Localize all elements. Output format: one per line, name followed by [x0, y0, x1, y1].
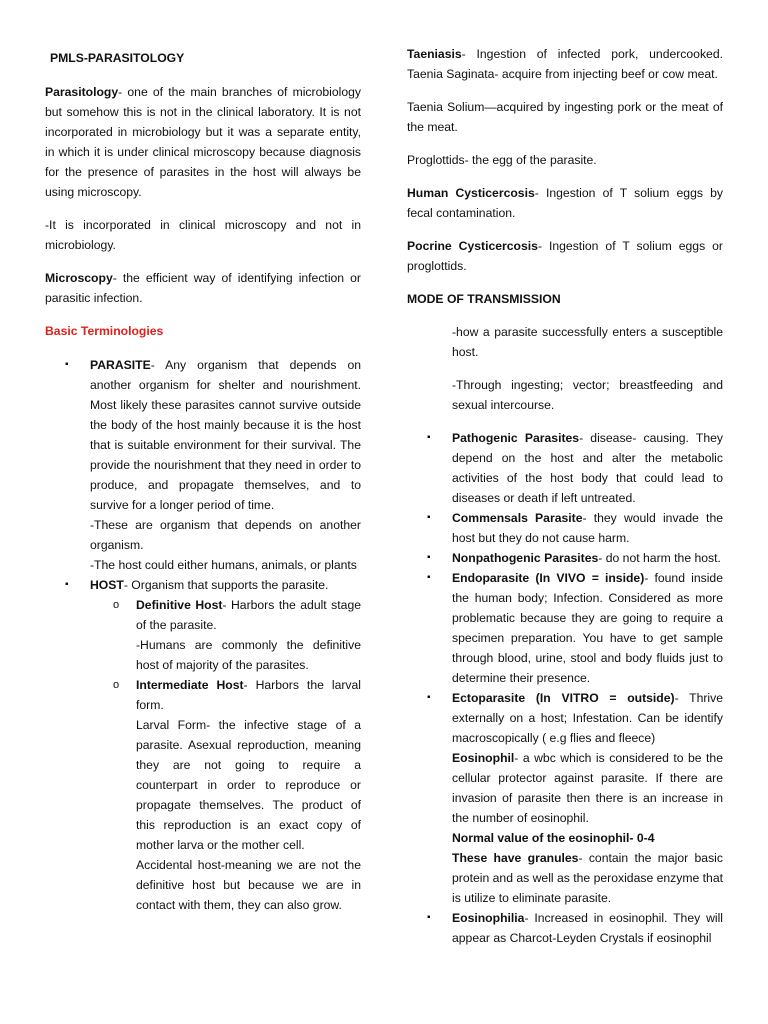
- sub-item-definitive-host: [45, 595, 361, 675]
- term-nonpathogenic-parasites: Nonpathogenic Parasites: [452, 551, 599, 565]
- term-pathogenic-parasites: Pathogenic Parasites: [452, 431, 580, 445]
- term-parasitology: Parasitology: [45, 85, 119, 99]
- eosinophil-normal-value: Normal value of the eosinophil- 0-4: [452, 831, 655, 845]
- section-heading-mode-of-transmission: MODE OF TRANSMISSION: [407, 292, 561, 306]
- document-title: PMLS-PARASITOLOGY: [50, 51, 185, 65]
- list-item-ectoparasite: [407, 688, 723, 908]
- term-human-cysticercosis: Human Cysticercosis: [407, 186, 535, 200]
- ectoparasite-definition: - Thrive externally on a host; Infestation. Can be identify macroscopically ( e.g flies and fleece): [452, 691, 723, 745]
- parasite-note-1: -These are organism that depends on another organism.: [90, 518, 361, 552]
- granules-definition: - contain the major basic protein and as well as the peroxidase enzyme that is utilize to eliminate parasite.: [452, 851, 723, 905]
- human-cysticercosis-paragraph: [407, 183, 723, 223]
- list-item-pathogenic: [407, 428, 723, 508]
- term-taeniasis: Taeniasis: [407, 47, 462, 61]
- term-eosinophilia: Eosinophilia: [452, 911, 525, 925]
- term-microscopy: Microscopy: [45, 271, 113, 285]
- list-item-host: [45, 575, 361, 595]
- microscopy-note-paragraph: -It is incorporated in clinical microscopy and not in microbiology.: [45, 218, 361, 252]
- mode-of-transmission-routes: -Through ingesting; vector; breastfeeding and sexual intercourse.: [452, 378, 723, 412]
- term-commensals-parasite: Commensals Parasite: [452, 511, 583, 525]
- terminology-list: [45, 355, 361, 915]
- parasitology-definition: - one of the main branches of microbiology but somehow this is not in the clinical laboratory. It is not incorporated in microbiology but it was a separate entity, in which it is under clinical microscopy because diagnosis for the presence of parasites in the host will always be using microscopy.: [45, 85, 361, 199]
- taeniasis-definition: - Ingestion of infected pork, undercooked. Taenia Saginata- acquire from injecting beef or cow meat.: [407, 47, 723, 81]
- eosinophil-definition: - a wbc which is considered to be the cellular protector against parasite. If there are invasion of parasite then there is an increase in the number of eosinophil.: [452, 751, 723, 825]
- pocrine-cysticercosis-definition: - Ingestion of T solium eggs or proglottids.: [407, 239, 723, 273]
- term-parasite: PARASITE: [90, 358, 151, 372]
- accidental-host-note: Accidental host-meaning we are not the definitive host but because we are in contact with them, they can also grow.: [136, 858, 361, 912]
- parasite-types-list: [407, 428, 723, 948]
- pocrine-cysticercosis-paragraph: [407, 236, 723, 276]
- pathogenic-definition: - disease- causing. They depend on the host and alter the metabolic activities of the host body that could lead to diseases or death if left untreated.: [452, 431, 723, 505]
- list-item-parasite: [45, 355, 361, 575]
- nonpathogenic-definition: - do not harm the host.: [598, 551, 721, 565]
- list-item-eosinophilia: [407, 908, 723, 948]
- microscopy-definition: - the efficient way of identifying infection or parasitic infection.: [45, 271, 361, 305]
- definitive-host-definition: - Harbors the adult stage of the parasite.: [136, 598, 361, 632]
- parasite-definition: - Any organism that depends on another organism for shelter and nourishment. Most likely these parasites cannot survive outside the body of the host mainly because it is the host that is suitable environment for their survival. The provide the nourishment that they need in order to produce, and propagate themselves, and to survive for a longer period of time.: [90, 358, 361, 512]
- mode-of-transmission-definition: -how a parasite successfully enters a susceptible host.: [452, 325, 723, 359]
- parasitology-paragraph: [45, 82, 361, 202]
- endoparasite-definition: - found inside the human body; Infection. Considered as more problematic because they are going to require a specimen preparation. You have to get sample through blood, urine, stool and body fluids just to determine their presence.: [452, 571, 723, 685]
- taeniasis-paragraph: [407, 44, 723, 84]
- eosinophilia-definition: - Increased in eosinophil. They will appear as Charcot-Leyden Crystals if eosinophil: [452, 911, 723, 945]
- term-definitive-host: Definitive Host: [136, 598, 223, 612]
- term-ectoparasite: Ectoparasite (In VITRO = outside): [452, 691, 675, 705]
- taenia-solium-paragraph: Taenia Solium—acquired by ingesting pork or the meat of the meat.: [407, 100, 723, 134]
- right-column: [407, 44, 723, 948]
- term-intermediate-host: Intermediate Host: [136, 678, 244, 692]
- intermediate-host-definition: - Harbors the larval form.: [136, 678, 361, 712]
- proglottids-paragraph: Proglottids- the egg of the parasite.: [407, 153, 597, 167]
- eosinophil-note: [452, 748, 723, 828]
- left-column: [45, 44, 361, 915]
- microscopy-paragraph: [45, 268, 361, 308]
- list-item-commensals: [407, 508, 723, 548]
- parasite-note-2: -The host could either humans, animals, or plants: [90, 558, 357, 572]
- commensals-definition: - they would invade the host but they do not cause harm.: [452, 511, 723, 545]
- term-eosinophil: Eosinophil: [452, 751, 515, 765]
- host-definition: - Organism that supports the parasite.: [123, 578, 329, 592]
- term-endoparasite: Endoparasite (In VIVO = inside): [452, 571, 645, 585]
- term-host: HOST: [90, 578, 124, 592]
- larval-form-note: Larval Form- the infective stage of a parasite. Asexual reproduction, meaning they are not going to require a counterpart in order to reproduce or propagate themselves. The product of this reproduction is an exact copy of mother larva or the mother cell.: [136, 718, 361, 852]
- list-item-nonpathogenic: [407, 548, 723, 568]
- sub-item-intermediate-host: [45, 675, 361, 915]
- term-granules: These have granules: [452, 851, 579, 865]
- definitive-host-note: -Humans are commonly the definitive host of majority of the parasites.: [136, 638, 361, 672]
- section-heading-basic-terminologies: Basic Terminologies: [45, 324, 164, 338]
- list-item-endoparasite: [407, 568, 723, 688]
- granules-note: [452, 848, 723, 908]
- human-cysticercosis-definition: - Ingestion of T solium eggs by fecal contamination.: [407, 186, 723, 220]
- term-pocrine-cysticercosis: Pocrine Cysticercosis: [407, 239, 538, 253]
